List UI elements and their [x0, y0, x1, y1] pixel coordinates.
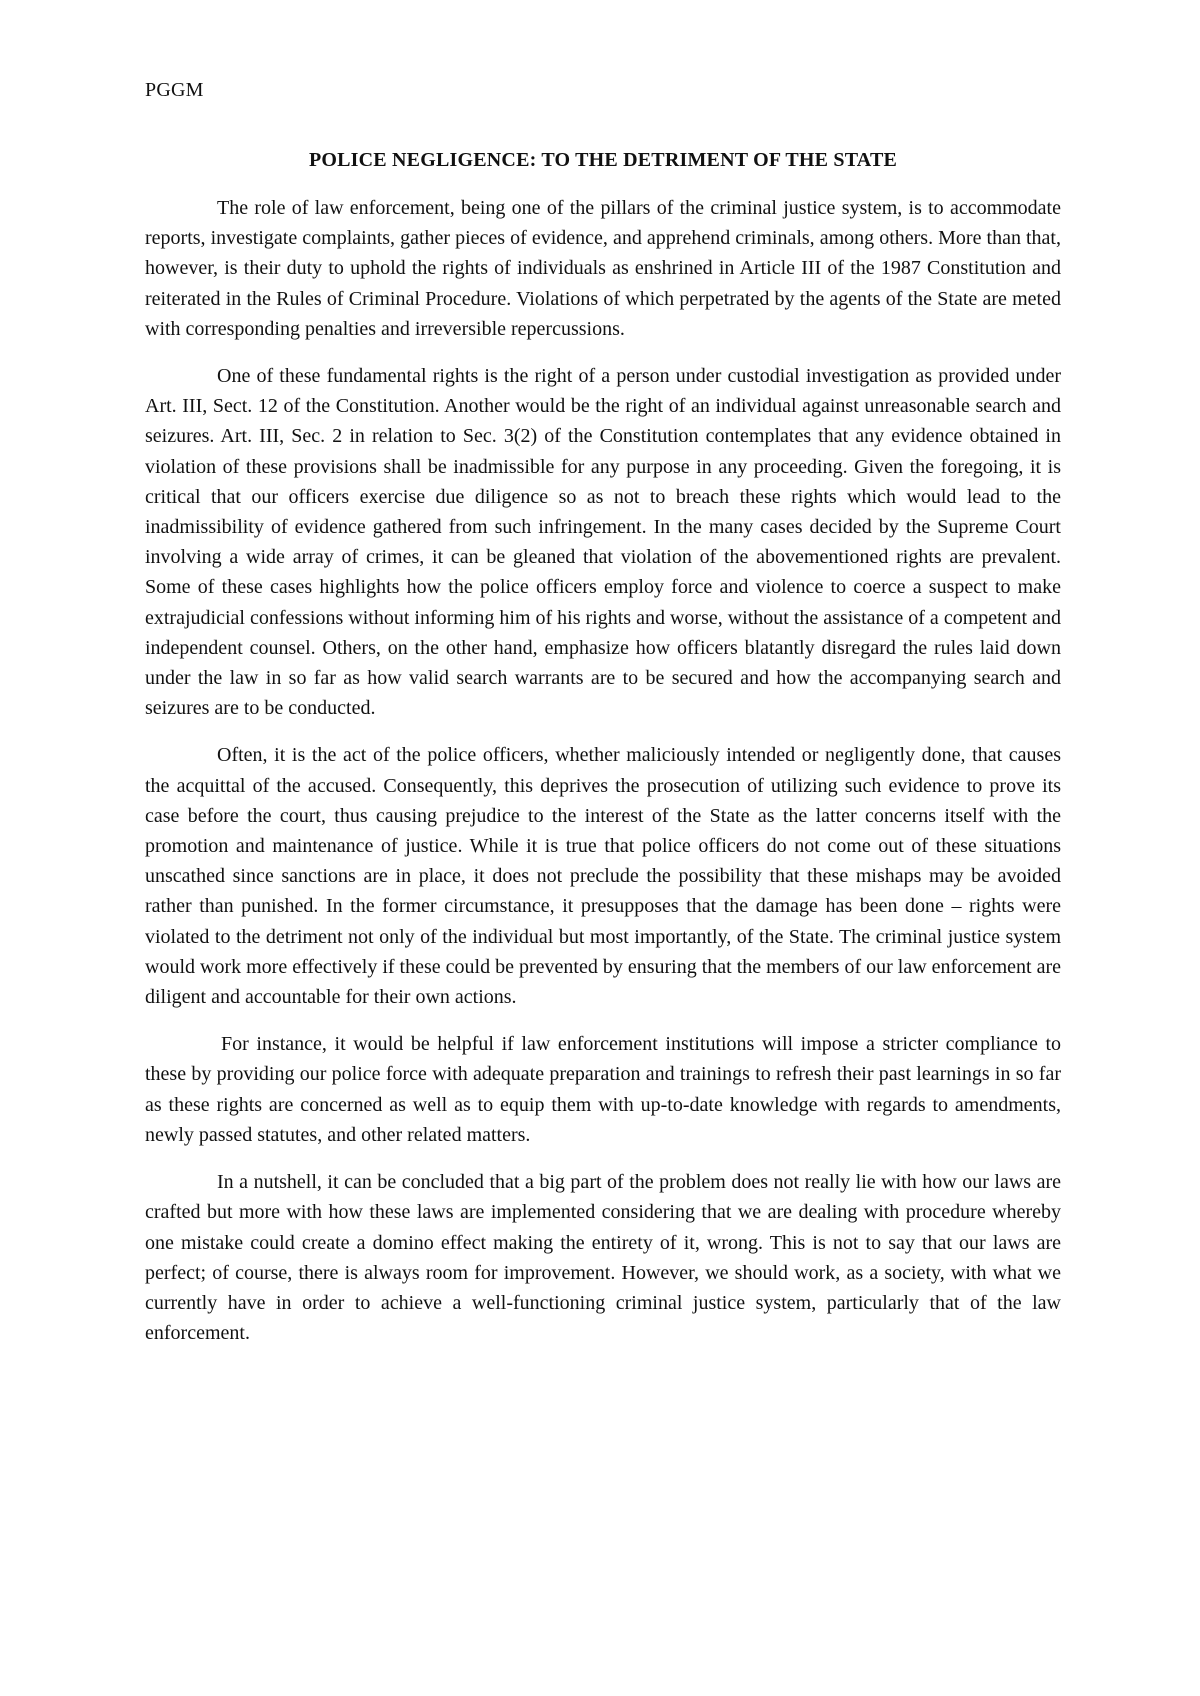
document-title: POLICE NEGLIGENCE: TO THE DETRIMENT OF THE STATE [308, 149, 898, 171]
document-body [145, 193, 1061, 1365]
paragraph-1: The role of law enforcement, being one of the pillars of the criminal justice system, is to accommodate reports, investigate complaints, gather pieces of evidence, and apprehend criminals, among others. More than that, however, is their duty to uphold the rights of individuals as enshrined in Article III of the 1987 Constitution and reiterated in the Rules of Criminal Procedure. Violations of which perpetrated by the agents of the State are meted with corresponding penalties and irreversible repercussions. [145, 197, 1061, 340]
header-mark: PGGM [145, 79, 204, 101]
paragraph-3: Often, it is the act of the police officers, whether maliciously intended or negligently done, that causes the acquittal of the accused. Consequently, this deprives the prosecution of utilizing such evidence to prove its case before the court, thus causing prejudice to the interest of the State as the latter concerns itself with the promotion and maintenance of justice. While it is true that police officers do not come out of these situations unscathed since sanctions are in place, it does not preclude the possibility that these mishaps may be avoided rather than punished. In the former circumstance, it presupposes that the damage has been done – rights were violated to the detriment not only of the individual but most importantly, of the State. The criminal justice system would work more effectively if these could be prevented by ensuring that the members of our law enforcement are diligent and accountable for their own actions. [145, 744, 1061, 1009]
paragraph-2: One of these fundamental rights is the right of a person under custodial investigation as provided under Art. III, Sect. 12 of the Constitution. Another would be the right of an individual against unreasonable search and seizures. Art. III, Sec. 2 in relation to Sec. 3(2) of the Constitution contemplates that any evidence obtained in violation of these provisions shall be inadmissible for any purpose in any proceeding. Given the foregoing, it is critical that our officers exercise due diligence so as not to breach these rights which would lead to the inadmissibility of evidence gathered from such infringement. In the many cases decided by the Supreme Court involving a wide array of crimes, it can be gleaned that violation of the abovementioned rights are prevalent. Some of these cases highlights how the police officers employ force and violence to coerce a suspect to make extrajudicial confessions without informing him of his rights and worse, without the assistance of a competent and independent counsel. Others, on the other hand, emphasize how officers blatantly disregard the rules laid down under the law in so far as how valid search warrants are to be secured and how the accompanying search and seizures are to be conducted. [145, 365, 1061, 720]
paragraph-5: In a nutshell, it can be concluded that a big part of the problem does not really lie with how our laws are crafted but more with how these laws are implemented considering that we are dealing with procedure whereby one mistake could create a domino effect making the entirety of it, wrong. This is not to say that our laws are perfect; of course, there is always room for improvement. However, we should work, as a society, with what we currently have in order to achieve a well-functioning criminal justice system, particularly that of the law enforcement. [145, 1171, 1061, 1345]
paragraph-4: For instance, it would be helpful if law enforcement institutions will impose a stricter compliance to these by providing our police force with adequate preparation and trainings to refresh their past learnings in so far as these rights are concerned as well as to equip them with up-to-date knowledge with regards to amendments, newly passed statutes, and other related matters. [145, 1033, 1061, 1146]
